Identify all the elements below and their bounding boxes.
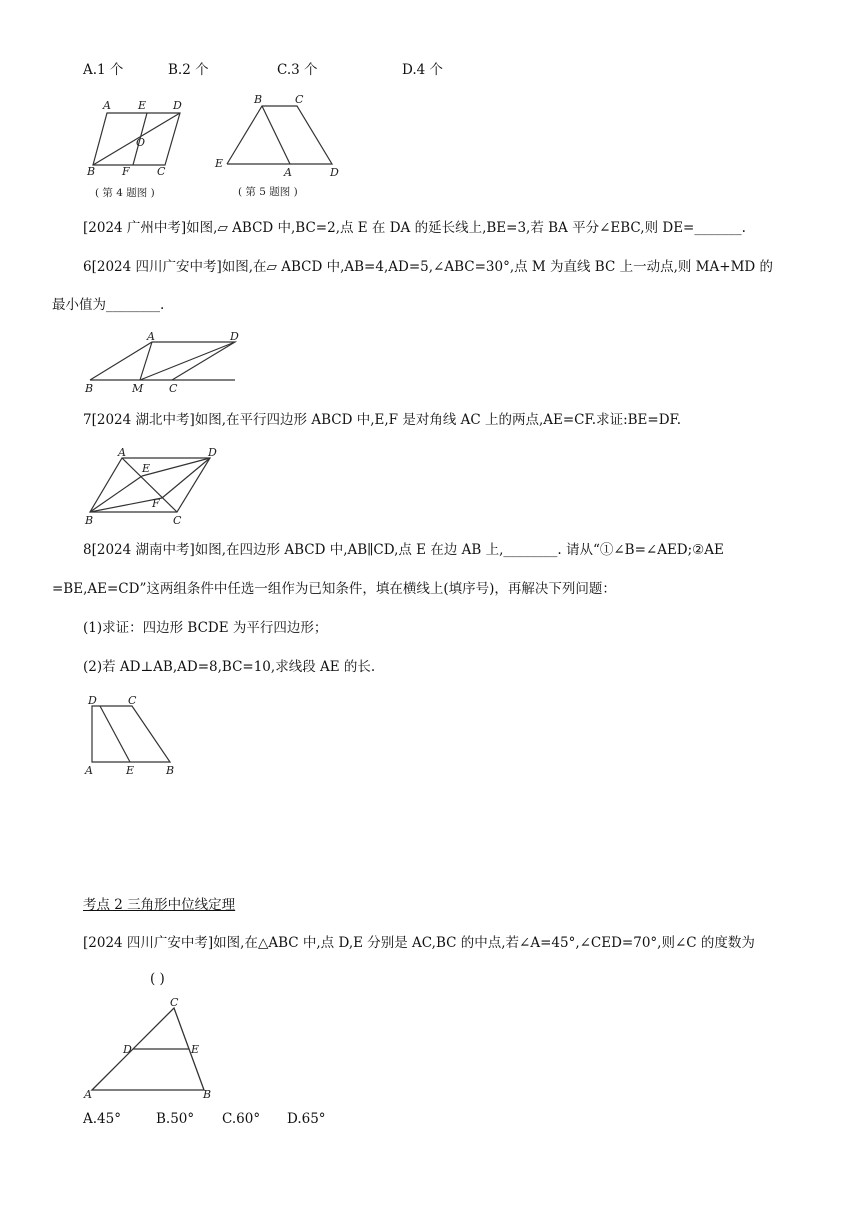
option-c: C.3 个 <box>277 62 318 78</box>
label-b: B <box>254 93 263 106</box>
label-d: D <box>123 1043 132 1056</box>
option-b: B.2 个 <box>168 62 209 78</box>
option-b: B.50° <box>156 1111 195 1127</box>
question-5: [2024 广州中考]如图,▱ ABCD 中,BC=2,点 E 在 DA 的延长线上,BE=3,若 BA 平分∠EBC,则 DE=_______. <box>83 220 746 236</box>
figure-7 <box>82 444 232 530</box>
figure-5 <box>212 92 347 204</box>
figure-8 <box>82 692 182 782</box>
label-d: D <box>88 694 97 707</box>
figure-6 <box>80 328 250 400</box>
label-a: A <box>284 166 292 179</box>
label-c: C <box>295 93 304 106</box>
label-b: B <box>166 764 175 777</box>
question-7: 7[2024 湖北中考]如图,在平行四边形 ABCD 中,E,F 是对角线 AC 上的两点,AE=CF.求证:BE=DF. <box>83 412 682 428</box>
label-m: M <box>132 382 144 395</box>
question-9: [2024 四川广安中考]如图,在△ABC 中,点 D,E 分别是 AC,BC 的中点,若∠A=45°,∠CED=70°,则∠C 的度数为 <box>83 935 755 951</box>
label-e: E <box>142 462 151 475</box>
option-c: C.60° <box>222 1111 261 1127</box>
figure-4-caption: ( 第 4 题图 ) <box>95 187 155 199</box>
question-8-part-2: (2)若 AD⊥AB,AD=8,BC=10,求线段 AE 的长. <box>83 659 376 675</box>
label-d: D <box>230 330 239 343</box>
label-e: E <box>138 99 147 112</box>
question-8-line-2: =BE,AE=CD”这两组条件中任选一组作为已知条件，填在横线上(填序号)，再解决下列问题： <box>52 581 616 597</box>
label-a: A <box>84 1088 92 1101</box>
label-e: E <box>191 1043 200 1056</box>
label-c: C <box>157 165 166 178</box>
label-d: D <box>173 99 182 112</box>
option-d: D.4 个 <box>402 62 444 78</box>
option-a: A.45° <box>83 1111 121 1127</box>
label-d: D <box>208 446 217 459</box>
question-8-line-1: 8[2024 湖南中考]如图,在四边形 ABCD 中,AB∥CD,点 E 在边 AB 上,________. 请从“①∠B=∠AED;②AE <box>83 542 724 558</box>
label-a: A <box>85 764 93 777</box>
label-f: F <box>122 165 130 178</box>
label-e: E <box>215 157 224 170</box>
label-c: C <box>128 694 137 707</box>
answer-blank: ( ) <box>150 971 165 987</box>
option-d: D.65° <box>287 1111 326 1127</box>
label-c: C <box>173 514 182 527</box>
label-e: E <box>126 764 135 777</box>
label-a: A <box>147 330 155 343</box>
label-c: C <box>170 996 179 1009</box>
label-f: F <box>152 497 160 510</box>
question-8-part-1: (1)求证：四边形 BCDE 为平行四边形； <box>83 620 328 636</box>
figure-9 <box>82 994 222 1102</box>
label-b: B <box>203 1088 212 1101</box>
label-a: A <box>103 99 111 112</box>
label-c: C <box>169 382 178 395</box>
label-d: D <box>330 166 339 179</box>
option-a: A.1 个 <box>83 62 124 78</box>
label-b: B <box>87 165 96 178</box>
figure-4 <box>85 95 205 205</box>
figure-5-caption: ( 第 5 题图 ) <box>238 186 298 198</box>
label-b: B <box>85 514 94 527</box>
section-title: 考点 2 三角形中位线定理 <box>83 897 236 913</box>
label-b: B <box>85 382 94 395</box>
question-6-line-1: 6[2024 四川广安中考]如图,在▱ ABCD 中,AB=4,AD=5,∠ABC=30°,点 M 为直线 BC 上一动点,则 MA+MD 的 <box>83 259 774 275</box>
label-o: O <box>136 136 146 149</box>
question-6-line-2: 最小值为________. <box>52 297 165 313</box>
label-a: A <box>118 446 126 459</box>
